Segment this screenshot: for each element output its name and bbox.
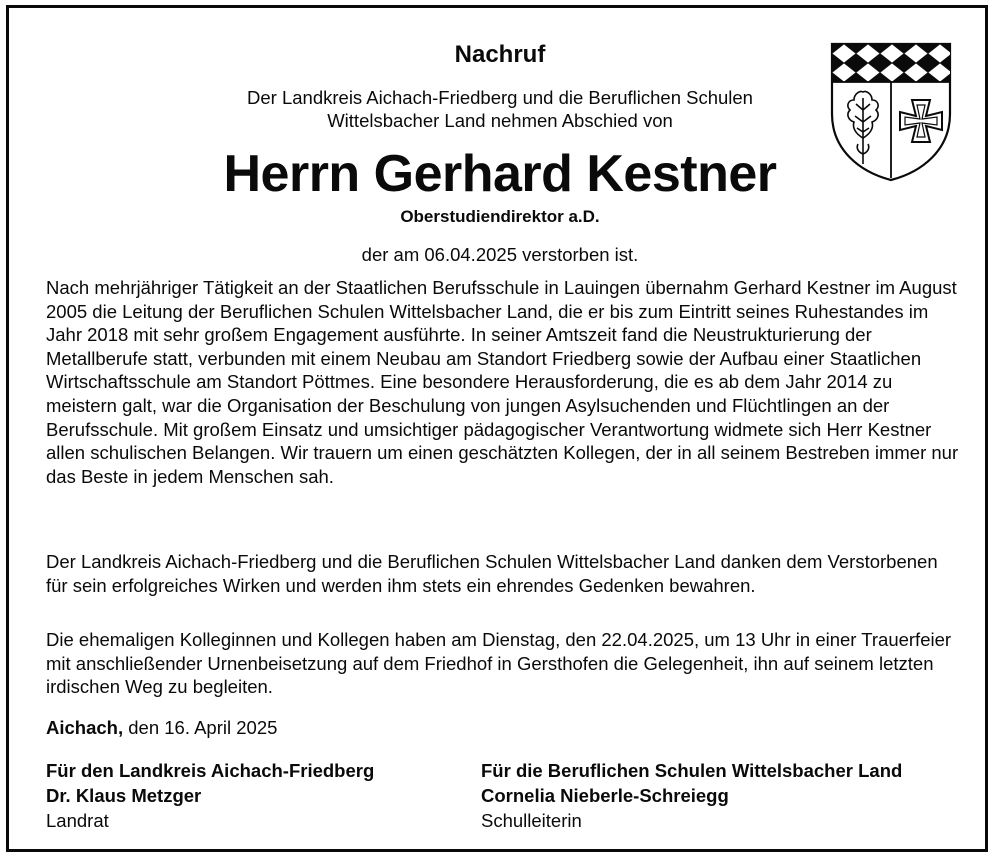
deceased-name: Herrn Gerhard Kestner <box>223 145 777 203</box>
paragraph-career: Nach mehrjähriger Tätigkeit an der Staatlichen Berufsschule in Lauingen übernahm Gerhard Kestner im August 2005 die Leitung der Beruflichen Schulen Wittelsbacher Land, die er bis zum Eintritt seines Ruhestandes im Jahr 2018 mit sehr großem Engagement ausführte. In seiner Amtszeit fand die Neustrukturierung der Metallberufe statt, verbunden mit einem Neubau am Standort Friedberg sowie der Aufbau einer Staatlichen Wirtschaftsschule am Standort Pöttmes. Eine besondere Herausforderung, die es ab dem Jahr 2014 zu meistern galt, war die Organisation der Beschulung von jungen Asylsuchenden und Flüchtlingen an der Berufsschule. Mit großem Einsatz und umsichtiger pädagogischer Verantwortung widmete sich Herr Kestner allen schulischen Belangen. Wir trauern um einen geschätzten Kollegen, der in all seinem Bestreben immer nur das Beste in jedem Menschen sah. <box>46 277 959 487</box>
signature-right <box>481 758 902 833</box>
paragraph-ceremony: Die ehemaligen Kolleginnen und Kollegen haben am Dienstag, den 22.04.2025, um 13 Uhr in einer Trauerfeier mit anschließender Urnenbeisetzung auf dem Friedhof in Gersthofen die Gelegenheit, ihn auf seinem letzten irdischen Weg zu begleiten. <box>46 629 952 698</box>
signature-right-org: Für die Beruflichen Schulen Wittelsbacher Land <box>481 760 903 781</box>
signature-left <box>46 758 374 833</box>
signature-right-role: Schulleiterin <box>481 810 582 831</box>
notice-heading: Nachruf <box>454 41 546 68</box>
signature-right-name: Cornelia Nieberle-Schreiegg <box>481 785 729 806</box>
place-date <box>46 717 277 739</box>
date: den 16. April 2025 <box>123 717 278 738</box>
coat-of-arms-icon <box>830 42 952 182</box>
intro-line-2: Wittelsbacher Land nehmen Abschied von <box>327 110 673 131</box>
signature-left-name: Dr. Klaus Metzger <box>46 785 202 806</box>
death-date-line: der am 06.04.2025 verstorben ist. <box>361 244 639 265</box>
signature-left-org: Für den Landkreis Aichach-Friedberg <box>46 760 375 781</box>
deceased-title: Oberstudiendirektor a.D. <box>400 207 600 226</box>
intro-line-1: Der Landkreis Aichach-Friedberg und die Beruflichen Schulen <box>247 87 753 108</box>
paragraph-thanks: Der Landkreis Aichach-Friedberg und die Beruflichen Schulen Wittelsbacher Land danken dem Verstorbenen für sein erfolgreiches Wirken und werden ihm stets ein ehrendes Gedenken bewahren. <box>46 551 938 596</box>
signature-left-role: Landrat <box>46 810 109 831</box>
place: Aichach, <box>46 717 124 738</box>
